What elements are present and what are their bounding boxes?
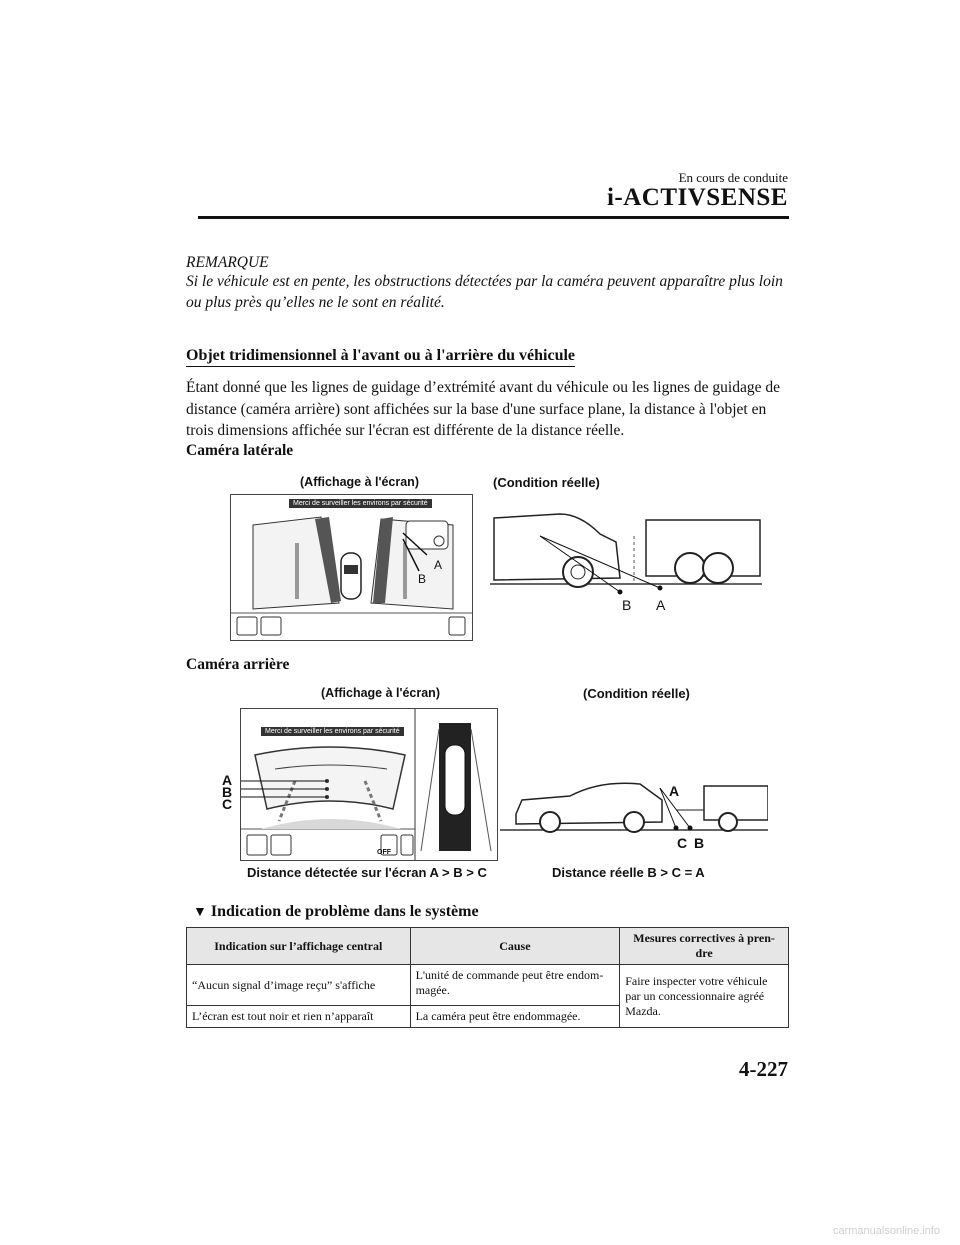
rear-camera-heading: Caméra arrière [186,656,290,673]
rear-screen-off-label: OFF [377,849,391,856]
section-paragraph: Étant donné que les lignes de guidage d’extrémité avant du véhicule ou les lignes de guidage de distance (caméra arrière) sont affichées sur la base d'une surface plane, la distance à l'objet en trois dimensions affichée sur l'écran est différente de la distance réelle. [186,379,780,439]
side-real-label-b: B [622,597,632,613]
rear-real-distance: Distance réelle B > C = A [552,865,705,880]
system-problem-table [186,927,789,1028]
table-row [187,965,789,1006]
table-cell-remedy: Faire inspecter votre véhicule par un concessionnaire agréé Mazda. [620,965,789,1028]
rear-screen-label-a: A [222,772,233,788]
triangle-down-icon: ▼ [193,905,207,920]
side-screen-display [230,494,473,641]
running-header-section: En cours de conduite [678,170,788,185]
side-screen-label-b: B [418,572,427,586]
watermark: carmanualsonline.info [832,1225,940,1237]
rear-screen-label-c: C [222,796,233,812]
page-number: 4-227 [739,1057,788,1081]
rear-real-caption: (Condition réelle) [583,686,690,701]
problem-heading-text: Indication de problème dans le système [210,903,479,920]
table-cell-indication: “Aucun signal d’image reçu” s'affiche [187,965,411,1006]
section-title: Objet tridimensionnel à l'avant ou à l'arrière du véhicule [186,347,575,367]
table-cell-cause: La caméra peut être endommagée. [410,1006,620,1028]
running-header-chapter: i-ACTIVSENSE [606,184,788,211]
rear-real-scene [500,770,768,840]
problem-heading [193,903,479,921]
table-cell-indication: L’écran est tout noir et rien n’apparaît [187,1006,411,1028]
rear-screen-distance: Distance détectée sur l'écran A > B > C [247,865,487,880]
rear-real-illustration [500,770,768,840]
side-real-caption: (Condition réelle) [493,475,600,490]
table-header-cause: Cause [410,928,620,965]
side-screen-label-a: A [434,558,443,572]
rear-screen-banner: Merci de surveiller les environs par sécurité [261,727,404,736]
rear-real-label-a: A [669,783,680,799]
note-text: Si le véhicule est en pente, les obstructions détectées par la caméra peuvent apparaître plus loin ou plus près qu’elles ne le sont en réalité. [186,273,783,311]
rear-screen-display [240,708,498,861]
table-header-remedy: Mesures correctives à pren-dre [620,928,789,965]
rear-screen-caption: (Affichage à l'écran) [321,686,440,700]
side-real-label-a: A [656,597,666,613]
note-title: REMARQUE [186,254,269,271]
table-header-row [187,928,789,965]
header-rule [198,216,789,219]
side-screen-caption: (Affichage à l'écran) [300,475,419,489]
rear-screen-label-b: B [222,784,233,800]
table-cell-cause: L'unité de commande peut être endom-magée. [410,965,620,1006]
rear-real-label-b: B [694,835,705,851]
rear-real-label-c: C [677,835,688,851]
side-camera-heading: Caméra latérale [186,442,294,459]
table-header-indication: Indication sur l’affichage central [187,928,411,965]
side-screen-banner: Merci de surveiller les environs par sécurité [289,499,432,508]
